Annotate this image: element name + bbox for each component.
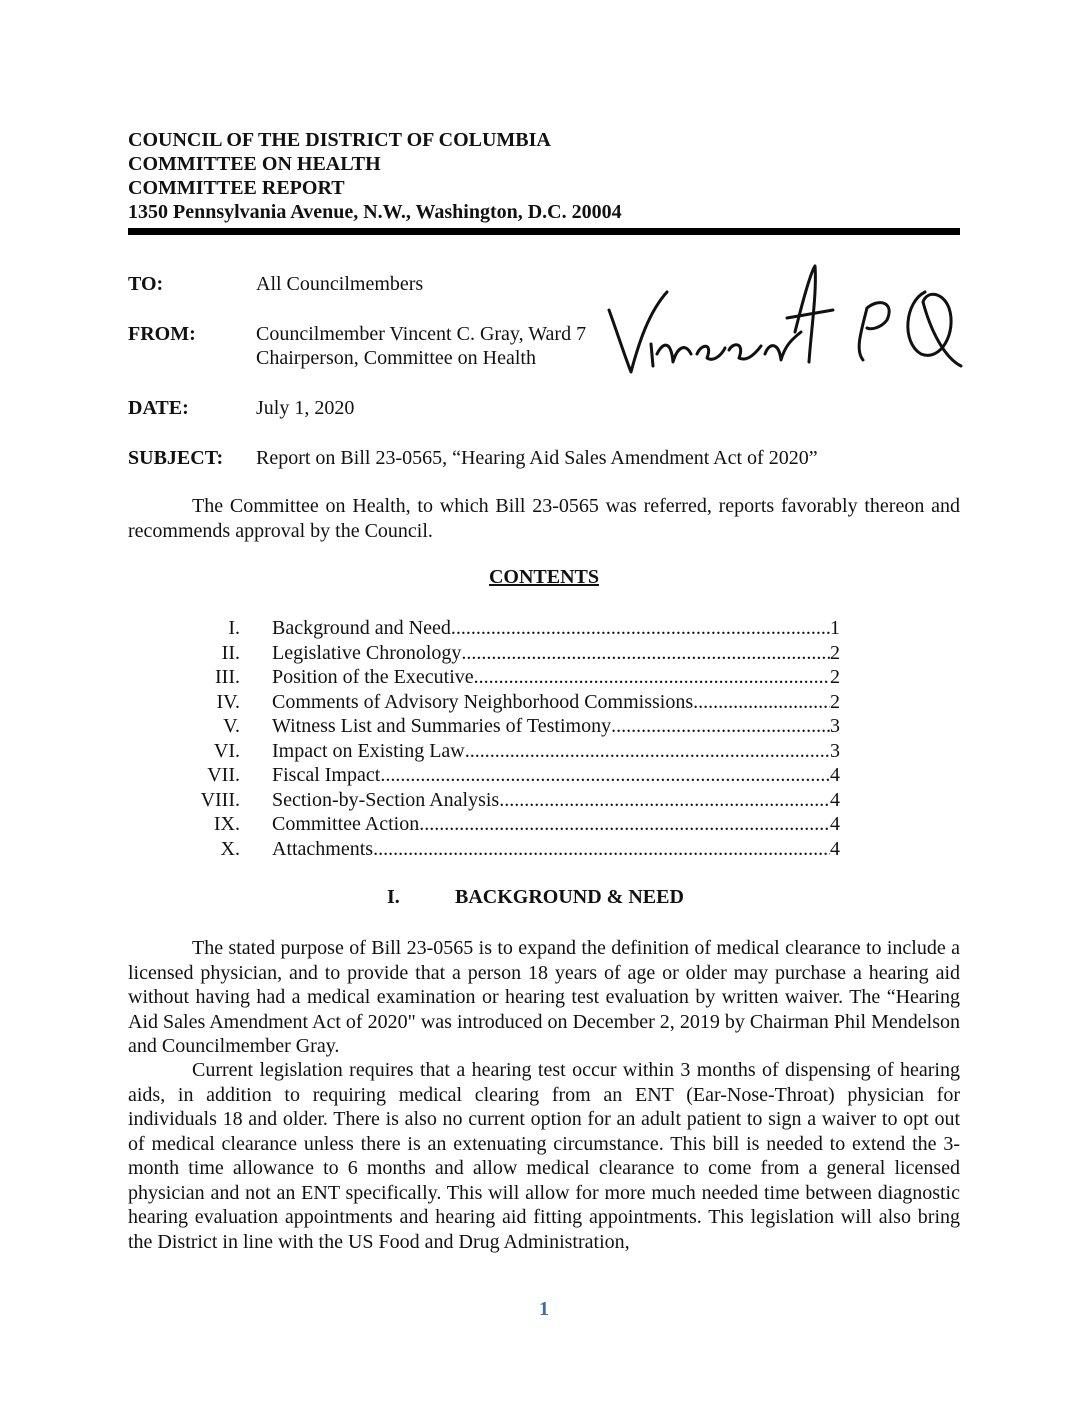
to-value: All Councilmembers [256,273,424,295]
toc-entry: I. Background and Need ..... 1 [170,616,840,641]
toc-entry: II. Legislative Chronology ..... 2 [170,641,840,666]
intro-paragraph [128,494,960,543]
toc-entry: IX. Committee Action ..... 4 [170,812,840,837]
section-title: BACKGROUND & NEED [455,886,684,908]
from-value-title: Chairperson, Committee on Health [256,347,536,369]
toc-entry: V. Witness List and Summaries of Testimony ..... 3 [170,714,840,739]
header-rule [128,228,960,235]
background-paragraph-1 [128,936,960,1059]
from-value-name: Councilmember Vincent C. Gray, Ward 7 [256,323,587,345]
toc-entry: VI. Impact on Existing Law ..... 3 [170,739,840,764]
background-text-1: The stated purpose of Bill 23-0565 is to expand the definition of medical clearance to include a licensed physician, and to provide that a person 18 years of age or older may purchase a hearing aid without having had a medical examination or hearing test evaluation by written waiver. The “Hearing Aid Sales Amendment Act of 2020" was introduced on December 2, 2019 by Chairman Phil Mendelson and Councilmember Gray. [128,937,960,1057]
page-number: 1 [539,1298,549,1320]
intro-text: The Committee on Health, to which Bill 23-0565 was referred, reports favorably thereon and recommends approval by the Council. [128,495,960,542]
from-label: FROM: [128,323,196,345]
date-value: July 1, 2020 [256,397,355,419]
background-paragraph-2 [128,1058,960,1254]
table-of-contents [170,616,840,861]
toc-entry: IV. Comments of Advisory Neighborhood Commissions ..... 2 [170,690,840,715]
subject-value: Report on Bill 23-0565, “Hearing Aid Sales Amendment Act of 2020” [256,447,818,469]
subject-label: SUBJECT: [128,447,224,469]
toc-entry: III. Position of the Executive ..... 2 [170,665,840,690]
letterhead-address: 1350 Pennsylvania Avenue, N.W., Washington, D.C. 20004 [128,201,622,223]
contents-title: CONTENTS [488,566,600,588]
toc-entry: VIII. Section-by-Section Analysis ..... 4 [170,788,840,813]
toc-entry: X. Attachments ..... 4 [170,837,840,862]
to-label: TO: [128,273,164,295]
toc-entry: VII. Fiscal Impact ..... 4 [170,763,840,788]
background-text-2: Current legislation requires that a hearing test occur within 3 months of dispensing of hearing aids, in addition to requiring medical clearing from an ENT (Ear-Nose-Throat) physician for individuals 18 and older. There is also no current option for an adult patient to sign a waiver to opt out of medical clearance unless there is an extenuating circumstance. This bill is needed to extend the 3-month time allowance to 6 months and allow medical clearance to come from a general licensed physician and not an ENT specifically. This will allow for more much needed time between diagnostic hearing evaluation appointments and hearing aid fitting appointments. This legislation will also bring the District in line with the US Food and Drug Administration, [128,1059,960,1253]
letterhead-council: COUNCIL OF THE DISTRICT OF COLUMBIA [128,129,551,151]
handwritten-signature [605,262,965,392]
letterhead [128,128,622,224]
letterhead-report: COMMITTEE REPORT [128,177,345,199]
section-number: I. [387,886,400,908]
date-label: DATE: [128,397,189,419]
letterhead-committee: COMMITTEE ON HEALTH [128,153,381,175]
